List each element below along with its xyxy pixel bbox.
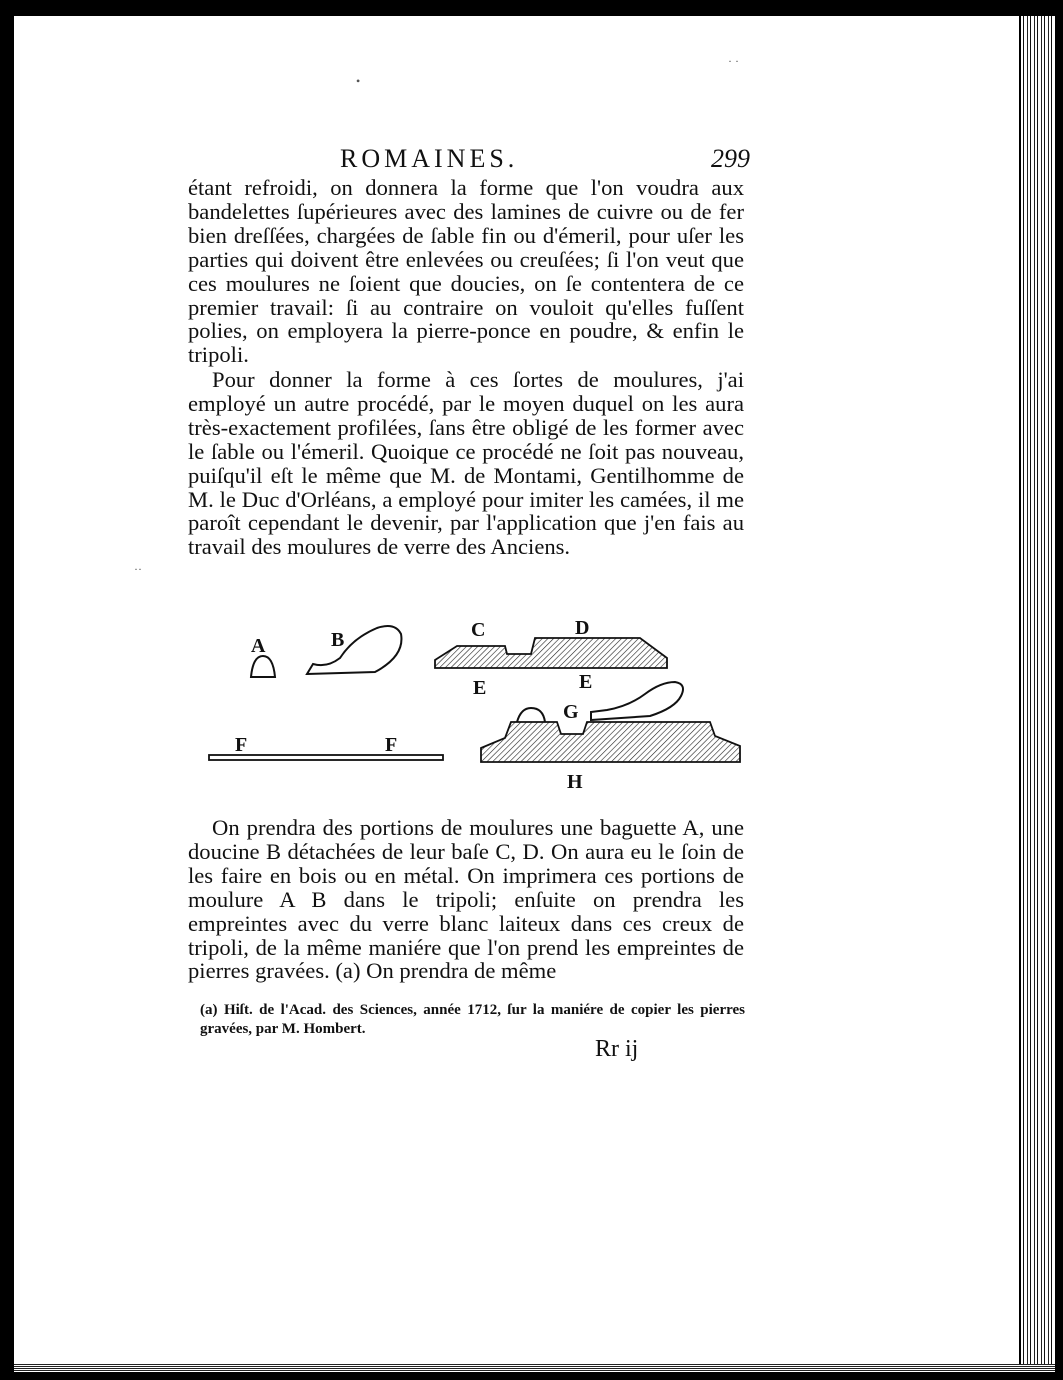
paragraph-3 (188, 816, 744, 983)
stray-mark: • (356, 74, 361, 88)
stray-mark: · · (728, 54, 739, 68)
figure-label-b: B (331, 629, 345, 651)
page-header (340, 144, 750, 178)
figure-label-g: G (563, 701, 579, 723)
figure-label-h: H (567, 771, 583, 793)
page-edge-strip (1021, 16, 1055, 1364)
figure-label-f-right: F (385, 734, 398, 756)
stray-mark: ·· (134, 562, 142, 576)
paragraph-text: Pour donner la forme à ces ſortes de moulures, j'ai employé un autre procédé, par le moyen duquel on les aura très-exactement profilées, ſans être obligé de les former avec le ſable ou l'émeril. Quoique ce procédé ne ſoit pas nouveau, puiſqu'il eſt le même que M. de Montami, Gentilhomme de M. le Duc d'Orléans, a employé pour imiter les camées, il me paroît cependant le devenir, par l'application que j'en fais au travail des moulures de verre des Anciens. (188, 367, 744, 560)
signature-mark: Rr ij (595, 1036, 639, 1062)
paragraph-text: On prendra des portions de moulures une baguette A, une doucine B détachées de leur baſe C, D. On aura eu le ſoin de les faire en bois ou en métal. On imprimera ces portions de moulure A B dans le tripoli; enſuite on prendra les empreintes avec du verre blanc laiteux dans ces creux de tripoli, de la même maniére que l'on prend les empreintes de pierres gravées. (a) On prendra de même (188, 815, 744, 984)
figure-label-a: A (251, 635, 266, 657)
baguette-a-shape (251, 656, 275, 677)
paragraph-2 (188, 368, 744, 559)
base-cd-shape (435, 638, 667, 668)
paragraph-text: étant refroidi, on donnera la forme que l'on voudra aux bandelettes ſupérieures avec des lamines de cuivre ou de fer bien dreſſées, chargées de ſable fin ou d'émeril, pour uſer les parties qui doivent être enlevées ou creuſées; ſi l'on veut que ces moulures ne ſoient que doucies, on ſe contentera de ce premier travail: ſi au contraire on vouloit qu'elles fuſſent polies, on employera la pierre-ponce en poudre, & enfin le tripoli. (188, 175, 744, 368)
figure-label-e-right: E (579, 671, 593, 693)
paragraph-1 (188, 176, 744, 367)
moulding-figure (195, 612, 755, 802)
page-number: 299 (711, 144, 750, 173)
footnote: (a) Hiſt. de l'Acad. des Sciences, année 1712, ſur la maniére de copier les pierres gravées, par M. Hombert. (200, 1002, 745, 1037)
impression-a-shape (517, 708, 545, 722)
figure-label-d: D (575, 617, 590, 639)
page-edge-bottom (14, 1364, 1055, 1372)
mould-h-shape (481, 722, 740, 762)
figure-label-c: C (471, 619, 486, 641)
impression-b-shape (591, 682, 683, 720)
doucine-b-shape (307, 626, 401, 674)
running-title: ROMAINES. (340, 144, 519, 173)
figure-label-e-left: E (473, 677, 487, 699)
figure-label-f-left: F (235, 734, 248, 756)
